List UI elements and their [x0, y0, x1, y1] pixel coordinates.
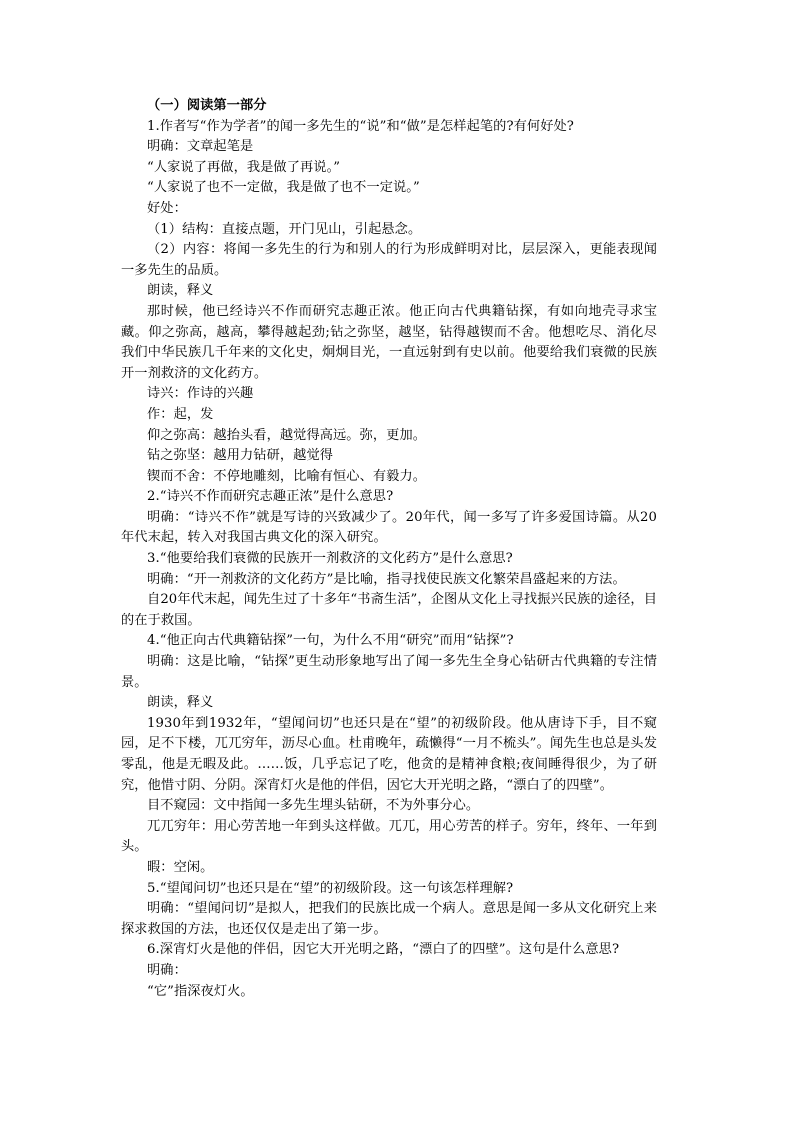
answer-3: 明确：“开一剂救济的文化药方”是比喻，指寻找使民族文化繁荣昌盛起来的方法。: [147, 571, 626, 587]
quote-line-2: “人家说了也不一定做，我是做了也不一定说。”: [147, 180, 420, 196]
gloss-zuan: 钻之弥坚：越用力钻研，越觉得: [147, 448, 334, 464]
document-body: [121, 96, 657, 1002]
question-3: 3.“他要给我们衰微的民族开一剂救济的文化药方”是什么意思?: [147, 551, 513, 567]
benefit-content: （2）内容：将闻一多先生的行为和别人的行为形成鲜明对比，层层深入，更能表现闻一多先生的品质。: [121, 242, 657, 278]
gloss-xia: 暇：空闲。: [147, 859, 214, 875]
answer-6: “它”指深夜灯火。: [147, 983, 254, 999]
question-2: 2.“诗兴不作而研究志趣正浓”是什么意思?: [147, 489, 394, 505]
question-1: 1.作者写“作为学者”的闻一多先生的“说”和“做”是怎样起笔的?有何好处?: [147, 118, 574, 134]
read-explain-label-1: 朗读，释义: [147, 283, 214, 299]
gloss-yang: 仰之弥高：越抬头看，越觉得高远。弥，更加。: [147, 427, 427, 443]
benefit-structure: （1）结构：直接点题，开门见山，引起悬念。: [147, 221, 422, 237]
read-explain-label-2: 朗读，释义: [147, 695, 214, 711]
gloss-qie: 锲而不舍：不停地雕刻，比喻有恒心、有毅力。: [147, 468, 427, 484]
gloss-zuo: 作：起，发: [147, 406, 214, 422]
quote-line-1: “人家说了再做，我是做了再说。”: [147, 159, 341, 175]
question-4: 4.“他正向古代典籍钻探”一句，为什么不用“研究”而用“钻探”?: [147, 633, 514, 649]
section-heading: （一）阅读第一部分: [147, 98, 267, 113]
answer-3-continued: 自20年代末起，闻先生过了十多年“书斋生活”，企图从文化上寻找振兴民族的途径，目的在于救国。: [121, 592, 657, 628]
answer-4: 明确：这是比喻，“钻探”更生动形象地写出了闻一多先生全身心钻研古代典籍的专注情景。: [121, 654, 657, 690]
benefit-label: 好处：: [147, 200, 187, 216]
question-5: 5.“望闻问切”也还只是在“望”的初级阶段。这一句该怎样理解?: [147, 880, 514, 896]
answer-6-label: 明确：: [147, 962, 187, 978]
gloss-shixing: 诗兴：作诗的兴趣: [147, 386, 254, 402]
answer-5: 明确：“望闻问切”是拟人，把我们的民族比成一个病人。意思是闻一多从文化研究上来探求救国的方法，也还仅仅是走出了第一步。: [121, 901, 657, 937]
gloss-mubu: 目不窥园：文中指闻一多先生埋头钻研，不为外事分心。: [147, 798, 480, 814]
passage-1: 那时候，他已经诗兴不作而研究志趣正浓。他正向古代典籍钻探，有如向地壳寻求宝藏。仰之弥高，越高，攀得越起劲;钻之弥坚，越坚，钻得越锲而不舍。他想吃尽、消化尽我们中华民族几千年来的文化史，炯炯目光，一直远射到有史以前。他要给我们衰微的民族开一剂救济的文化药方。: [121, 303, 657, 381]
question-6: 6.深宵灯火是他的伴侣，因它大开光明之路，“漂白了的四壁”。这句是什么意思?: [147, 942, 620, 958]
answer-1-intro: 明确：文章起笔是: [147, 139, 254, 155]
passage-2: 1930年到1932年，“望闻问切”也还只是在“望”的初级阶段。他从唐诗下手，目不窥园，足不下楼，兀兀穷年，沥尽心血。杜甫晚年，疏懒得“一月不梳头”。闻先生也总是头发零乱，他是无暇及此。……饭，几乎忘记了吃，他贪的是精神食粮;夜间睡得很少，为了研究，他惜寸阴、分阴。深宵灯火是他的伴侣，因它大开光明之路，“漂白了的四壁”。: [121, 715, 657, 793]
answer-2: 明确：“诗兴不作”就是写诗的兴致减少了。20年代，闻一多写了许多爱国诗篇。从20年代末起，转入对我国古典文化的深入研究。: [121, 509, 657, 546]
gloss-wuwu: 兀兀穷年：用心劳苦地一年到头这样做。兀兀，用心劳苦的样子。穷年，终年、一年到头。: [121, 818, 657, 855]
